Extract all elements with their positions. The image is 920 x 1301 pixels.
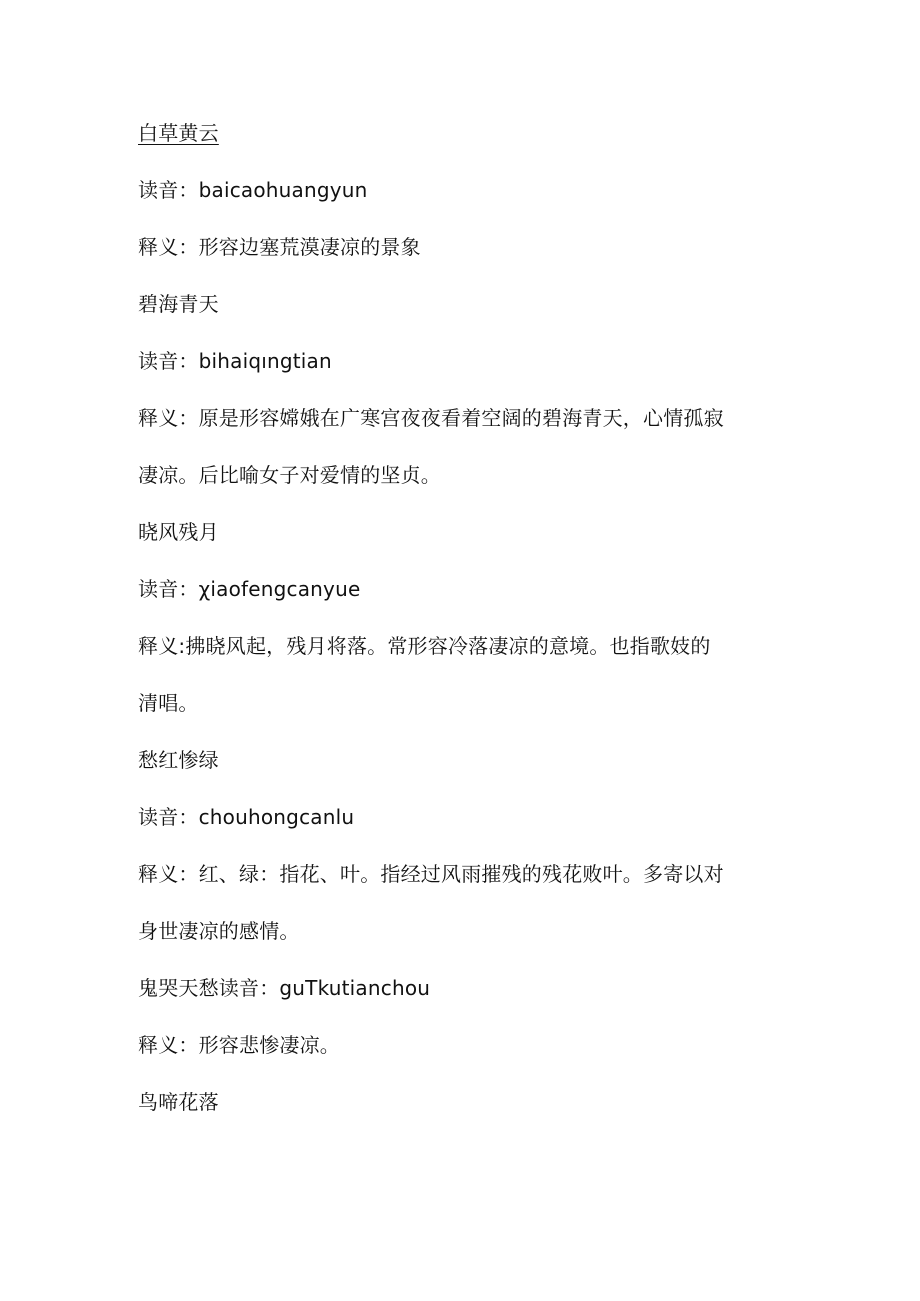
definition-line: 释义：原是形容嫦娥在广寒宫夜夜看着空阔的碧海青天，心情孤寂 [138,406,724,430]
idiom-title-xiaofengcanyue: 晓风残月 [138,520,219,544]
idiom-title-baicaohuangyun: 白草黄云 [138,121,219,145]
pronunciation-line: 读音：chouhongcanlu [138,805,355,829]
definition-line-continuation: 清唱。 [138,691,199,715]
definition-line-continuation: 凄凉。后比喻女子对爱情的坚贞。 [138,463,441,487]
definition-line-continuation: 身世凄凉的感情。 [138,919,300,943]
idiom-title-bihaiqingtian: 碧海青天 [138,292,219,316]
idiom-title-guikutianchou-with-pronunciation: 鬼哭天愁读音：guTkutianchou [138,976,431,1000]
pronunciation-line: 读音：χiaofengcanyue [138,577,361,601]
pronunciation-line: 读音：bihaiqıngtian [138,349,332,373]
definition-line: 释义：形容悲惨凄凉。 [138,1033,340,1057]
idiom-title-niaotihualuo: 鸟啼花落 [138,1090,219,1114]
idiom-title-chouhongcanlu: 愁红惨绿 [138,748,219,772]
definition-line: 释义：形容边塞荒漠凄凉的景象 [138,235,421,259]
pronunciation-line: 读音：baicaohuangyun [138,178,368,202]
definition-line: 释义：红、绿：指花、叶。指经过风雨摧残的残花败叶。多寄以对 [138,862,724,886]
document-body [138,116,738,1142]
definition-line: 释义:拂晓风起，残月将落。常形容冷落凄凉的意境。也指歌妓的 [138,634,711,658]
